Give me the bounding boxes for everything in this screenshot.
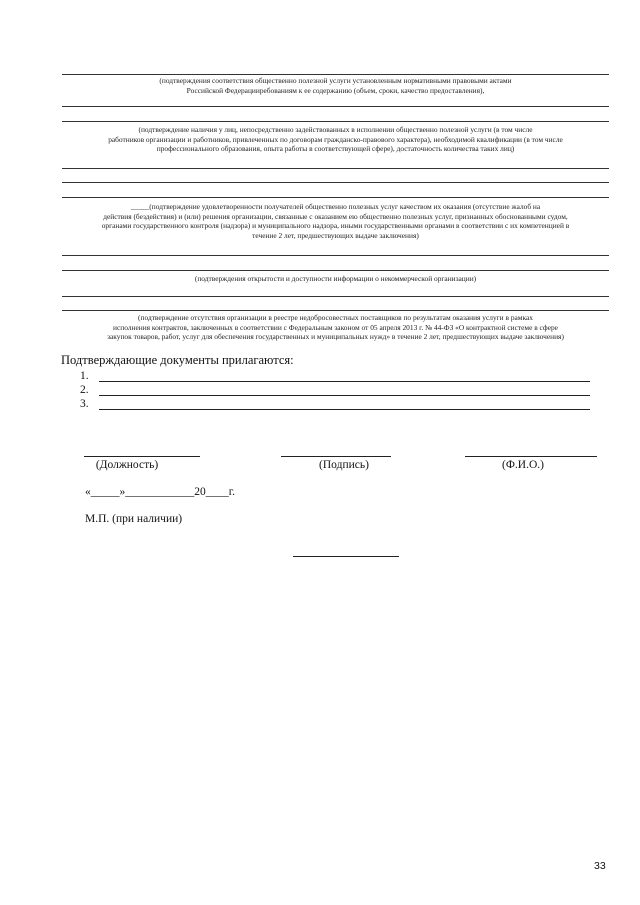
attachment-fill-line (99, 409, 590, 410)
note-openness (60, 274, 611, 284)
attachment-number: 2. (80, 384, 89, 396)
closing-line (293, 556, 399, 557)
fill-line (62, 74, 609, 75)
note-line: (подтверждения открытости и доступности информации о некоммерческой организации) (194, 274, 477, 283)
attachment-number: 1. (80, 370, 89, 382)
fill-line (62, 182, 609, 183)
attachment-fill-line (99, 395, 590, 396)
position-label: (Должность) (95, 459, 159, 471)
name-label: (Ф.И.О.) (502, 459, 544, 471)
note-line: профессионального образования, опыта работы в соответствующей сфере), достаточность количества таких лиц) (156, 144, 515, 154)
note-line: (подтверждение отсутствия организации в реестре недобросовестных поставщиков по результатам оказания услуги в рамках (138, 313, 533, 322)
attachments-heading: Подтверждающие документы прилагаются: (61, 353, 294, 367)
attachment-item (80, 384, 600, 397)
note-line: закупок товаров, работ, услуг для обеспечения государственных и муниципальных нужд» в течение 2 лет, предшествующих выдаче заключения) (107, 332, 564, 342)
note-line: _____(подтверждение удовлетворенности получателей общественно полезных услуг качеством их оказания (отсутствие жалоб на (130, 202, 541, 211)
attachment-fill-line (99, 381, 590, 382)
fill-line (62, 197, 609, 198)
note-registry (60, 313, 611, 342)
fill-line (62, 255, 609, 256)
fill-line (62, 121, 609, 122)
attachment-item (80, 370, 600, 383)
note-qualification (60, 125, 611, 154)
note-line: течение 2 лет, предшествующих выдаче заключения) (252, 230, 419, 240)
note-line: работников организации и работников, привлеченных по договорам гражданско-правового характера), необходимой квалификации (в том числе (108, 134, 563, 144)
note-conformity (60, 76, 611, 95)
signature-line (281, 456, 391, 457)
note-line: действия (бездействия) и (или) решения организации, связанные с оказанием ею общественно полезных услуг, признанных обоснованными судом, (103, 211, 568, 221)
stamp-placeholder: М.П. (при наличии) (85, 513, 183, 525)
fill-line (62, 296, 609, 297)
signature-label: (Подпись) (319, 459, 369, 471)
fill-line (62, 168, 609, 169)
fill-line (62, 106, 609, 107)
note-line: (подтверждение наличия у лиц, непосредственно задействованных в исполнении общественно полезной услуги (в том числе (138, 125, 533, 134)
note-satisfaction (60, 202, 611, 240)
fill-line (62, 270, 609, 271)
note-line: исполнения контрактов, заключенных в соответствии с Федеральным законом от 05 апреля 2013 г. № 44-ФЗ «О контрактной системе в сфере (113, 322, 558, 332)
fill-line (62, 310, 609, 311)
note-line: органами государственного контроля (надзора) и муниципального надзора, иными государственными органами в соответствии с их компетенцией в (101, 221, 570, 231)
note-line: Российской Федерацииребованиям к ее содержанию (объем, сроки, качество предоставления), (186, 85, 485, 95)
date-field: «_____»____________20____г. (85, 486, 236, 498)
attachment-number: 3. (80, 398, 89, 410)
page-number: 33 (594, 860, 606, 872)
attachment-item (80, 398, 600, 411)
position-line (84, 456, 200, 457)
note-line: (подтверждения соответствия общественно полезной услуги установленным нормативными правовыми актами (159, 76, 512, 85)
name-line (465, 456, 597, 457)
